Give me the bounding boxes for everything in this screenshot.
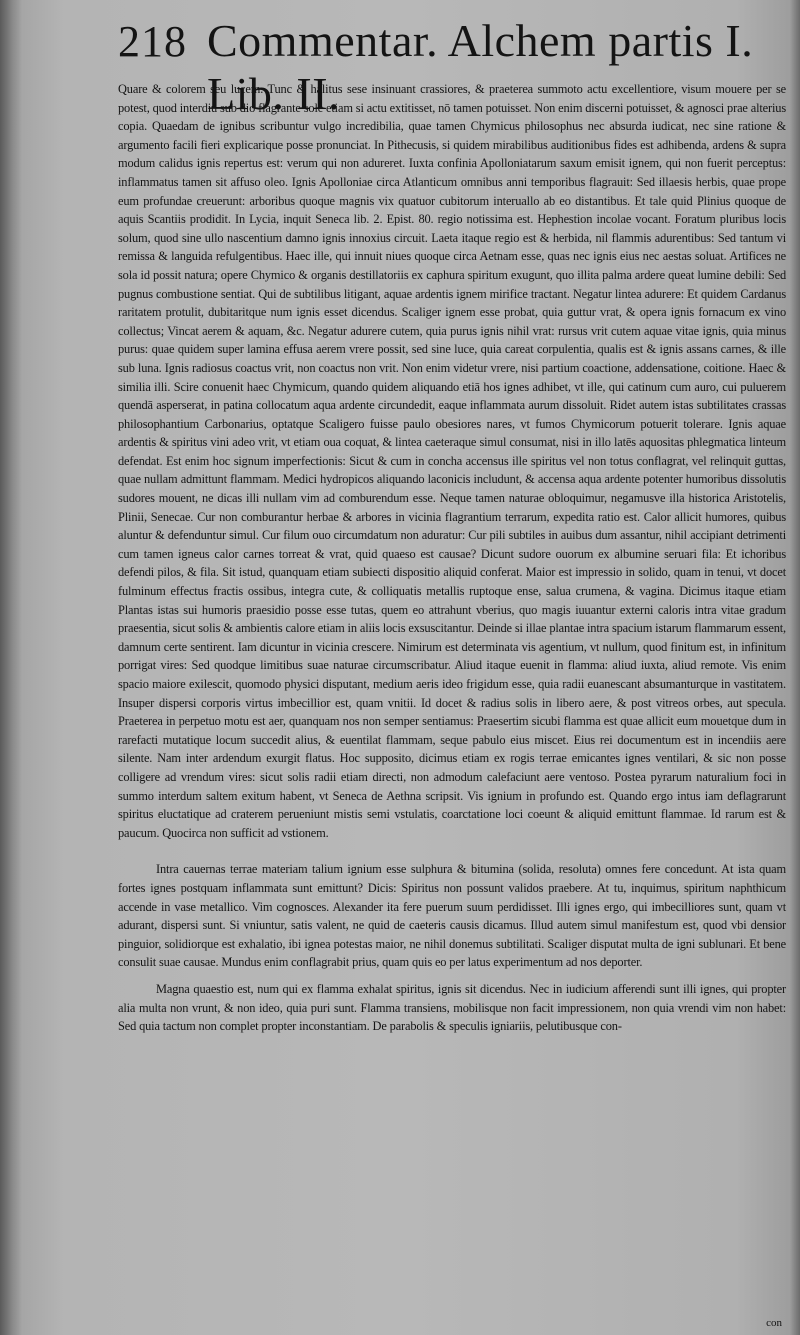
- paragraph: Quare & colorem seu lucem. Tunc & halitus sese insinuant crassiores, & praeterea summoto actu excellentiore, visum mouere per se potest, quod interdiu sub dio flagrante sole etiam si actu extitisset, nō tamen potuisset. Non enim discerni potuisset, & agnosci prae alterius copia. Quaedam de ignibus scribuntur vulgo incredibilia, quae tamen Chymicus philosophus nec absurda iudicat, nec sine ratione & argumento facili fieri explicarique posse pronunciat. In Pithecusis, si quidem mirabilibus auditionibus fides est adhibenda, ardens & supra modum calidus ignis repertus est: verum qui non adureret. Iuxta confinia Apolloniatarum saxum emisit ignem, qui non fuerit perceptus: inflammatus tamen sit affuso oleo. Ignis Apolloniae circa Atlanticum omnibus anni temporibus flagrauit: Sed illaesis herbis, quae prope eum profundae creuerunt: arboribus quoque magnis vix quatuor cubitorum interuallo ab eo distantibus. Et tale quid Plinius quoque de aquis Scantiis prodidit. In Lycia, inquit Seneca lib. 2. Epist. 80. regio notissima est. Hephestion incolae vocant. Foratum pluribus locis solum, quod sine ullo nascentium damno ignis innoxius circuit. Laeta itaque regio est & herbida, nil flammis adurentibus: Sed tantum vi remissa & languida refulgentibus. Haec ille, qui innuit niues quoque circa Aetnam esse, quas nec ignis eius nec aestas soluat. Artifices ne sola id possit natura; opere Chymico & organis destillatoriis ex caphura spiritum exugunt, quo illita palma ardere queat lumine debili: Sed pugnus combustione sentiat. Qui de subtilibus litigant, aquae ardentis ignem mirifice tractant. Negatur lintea adurere: Et quidem Cardanus raritatem protulit, dubitaritque num ignis esset dicendus. Scaliger ignem esse probat, quia guttur vrat, & opera ignis fornacum ex vino collectus; Vincat aerem & aquam, &c. Negatur adurere cutem, quia purus ignis nihil vrat: rursus vrit cutem aquae vitae ignis, quia minus purus: quae quidem super lamina effusa aerem vrere possit, sed sine luce, quia careat corpulentia, qualis est & ignis assans carnes, & ille sub luna. Ignis radiosus coactus vrit, non coactus non vrit. Non enim videtur vrere, nisi partium coactione, addensatione, coitione. Haec & similia illi. Scire conuenit haec Chymicum, quando quidem aliquando etiā hos ignes adhibet, vt ille, qui catinum cum auro, cui puluerem quendā asperserat, in patina collocatum aqua ardente circundedit, eaque inflammata aurum dissoluit. Ridet autem istas subtilitates crassas philosophantium Carbonarius, optatque Scaligero fuisse paulo obesiores nares, vt fumos Chymicorum potuerit tolerare. Ignis aquae ardentis & spiritus vini adeo vrit, vt etiam oua coquat, & lintea caeteraque simul consumat, nisi in illo latēs aquositas phlegmatica linteum defendat. Est enim hoc signum imperfectionis: Sicut & cum in concha accensus ille spiritus vel non totus conflagrat, vel relinquit guttas, quae nullam admittunt flammam. Medici hydropicos aliquando laconicis includunt, & accensa aqua ardente potenter humoribus dissolutis sudores mouent, ne dicas illi nullam vim ad comburendum esse. Neque tamen naturae obloquimur, negamusve illa historica Aristotelis, Plinii, Senecae. Cur non comburantur herbae & arbores in vicinia flagrantium terrarum, expedita ratio est. Calor allicit humores, quibus aluntur & defenduntur simul. Cur filum ouo circumdatum non aduratur: Cur pili subtiles in auibus dum assantur, nihil accipiant detrimenti cum tamen igneus calor carnes torreat & vrat, quid quaeso est causae? Dicunt sudore ouorum ex albumine seruari fila: Et ichoribus defendi pilos, & fila. Sit istud, quanquam etiam subiecti dispositio aliquid conferat. Maior est impressio in solido, quam in tenui, vt docet fulminum effectus fractis ossibus, integra cute, & colliquatis metallis ruptoque ense, salua crumena, & vagina. Dicimus itaque etiam Plantas istas sui humoris praesidio posse esse tutas, quem eo attrahunt vberius, quo magis iuuantur externi caloris intra vitae gradum praesentia, sicut solis & ambientis calore etiam in aliis locis exsuscitantur. Deinde si illae plantae intra spacium istarum flammarum essent, damnum certe sentirent. Iam dicuntur in vicinia crescere. Nimirum est determinata vis agentium, vt nullum, quod finitum est, in infinitum porrigat vires: Sed quodque limitibus suae naturae circumscribatur. Aliud itaque euenit in flamma: aliud iuxta, aliud remote. Vis enim spacio maiore exilescit, quomodo physici disputant, medium aeris ideo frigidum esse, quia radii euanescant absumanturque in vastitatem. Insuper dispersi corporis virtus imbecillior est, quam vnitii. Id docet & radius solis in libero aere, & post vitreos orbes, aut specula. Praeterea in perpetuo motu est aer, quanquam nos non semper sentiamus: Praesertim sicubi flamma est quae allicit eum mouetque dum in rarefacti mutatique locum succedit alius, & euentilat flammam, seque pabulo eius miscet. Eius rei documentum est in incendiis aere silente. Nam inter ardendum exurgit flatus. Hoc supposito, dicimus etiam ex rogis terrae emicantes ignes ventilari, & sic non posse colligere ad vrendum vires: sicut solis radii etiam directi, non admodum calefaciunt aere ventoso. Postea pyrarum naturalium foci in summo interdum saltem exitum habent, vt Seneca de Aethna scripsit. Vis ignium in profundo est. Quando ergo intus iam deflagrarunt spiritus eluctatique ad craterem perueniunt mistis semi vstulatis, coarctatione loci coeunt & aliquid emittunt flammae. Id rarum est & paucum. Quocirca non sufficit ad vstionem.: [118, 82, 786, 840]
- page-header: [118, 14, 786, 119]
- running-title: Commentar. Alchem partis I. Lib. II.: [207, 15, 754, 119]
- paragraph: Intra cauernas terrae materiam talium ignium esse sulphura & bitumina (solida, resoluta) omnes fere concedunt. At ista quam fortes ignes postquam inflammata sunt emittunt? Dicis: Spiritus non possunt validos praebere. At tu, inquimus, spiritum naphthicum accende in vase metallico. Vim cognosces. Alexander ita fere puerum suum perdidisset. Illi ignes ergo, qui imbecilliores sunt, quam vt adurant, dispersi sunt. Si vniuntur, satis valent, ne quid de caeteris causis dicamus. Illud autem simul manifestum est, quod vbi densior pinguior, solidiorque est exhalatio, ibi ignea potestas maior, ne nihil donemus subtilitati. Scaliger disputat multa de igni sublunari. Et bene consulit suae causae. Mundus enim conflagrabit prius, quam quis eo per latus experimentum ad nos deporter.: [118, 862, 786, 970]
- body-text: [118, 80, 786, 1036]
- paragraph: Magna quaestio est, num qui ex flamma exhalat spiritus, ignis sit dicendus. Nec in iudicium afferendi sunt illi ignes, qui propter alia multa non vrunt, & non ideo, quia puri sunt. Flamma transiens, mobilisque non facit impressionem, non quia vrendi vim non habet: Sed quia tactum non complet propter inconstantiam. De parabolis & speculis igniariis, pelutibusque con-: [118, 981, 786, 1034]
- catchword: con: [766, 1317, 782, 1329]
- page-number: 218: [118, 17, 187, 66]
